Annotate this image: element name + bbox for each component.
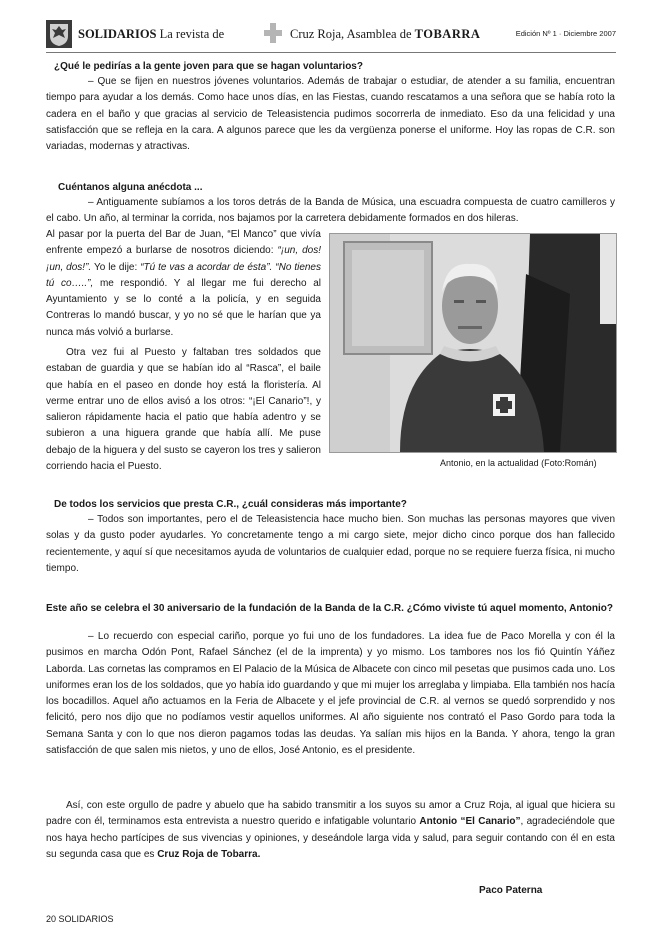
- answer-paragraph: – Que se fijen en nuestros jóvenes voluntarios. Además de trabajar o estudiar, de atender a su familia, encuentran tiempo para ayudar a los demás. Como hace unos días, en las Fiestas, cuando rescatamos a una señora que se había roto la cadera en el baño y que gracias al servicio de Teleasistencia pudimos socorrerla de inmediato. Eso da una felicidad y una satisfacción que se refleja en la cara. A algunos parece que les da vergüenza ponerse el uniforme. Hoy las ropas de C.R. son variadas, modernas y atractivas.: [46, 76, 615, 153]
- question-heading: Este año se celebra el 30 aniversario de la fundación de la Banda de la C.R. ¿Cómo viviste tú aquel momento, Antonio?: [46, 603, 613, 614]
- author-signature: Paco Paterna: [479, 885, 543, 896]
- closing-paragraph: Así, con este orgullo de padre y abuelo que ha sabido transmitir a los suyos su amor a Cruz Roja, al igual que hiciera su padre con él, terminamos esta entrevista a nuestro querido e infatigable voluntario Antonio “El Canario”, agradeciéndole que nos haya hecho partícipes de sus vivencias y opiniones, y deseándole larga vida y salud, para seguir contando con él en esta su segunda casa que es Cruz Roja de Tobarra.: [46, 800, 615, 860]
- tobarra-coat-of-arms-icon: [46, 20, 72, 48]
- page-header: [46, 20, 616, 52]
- interview-photo: [329, 233, 617, 453]
- answer-paragraph: – Todos son importantes, pero el de Teleasistencia hace mucho bien. Son muchas las personas mayores que viven solas y da gusto poder ayudarles. Yo concretamente tengo a mi cargo siete, mejor dicho cinco porque dos han fallecido recientemente, y aquí sí que necesitamos ayuda de voluntarios de cualquier edad, porque no se requiere fuerza física, ni mucho tiempo.: [46, 514, 615, 574]
- photo-caption: Antonio, en la actualidad (Foto:Román): [440, 458, 597, 468]
- answer-paragraph: – Antiguamente subíamos a los toros detrás de la Banda de Música, una escuadra compuesta de cuatro camilleros y el cabo. Un año, al terminar la corrida, nos bajamos por la carretera debidamente formados en dos hileras.: [46, 197, 615, 225]
- portrait-image: [330, 234, 616, 452]
- page-footer: 20 SOLIDARIOS: [46, 914, 114, 924]
- org-title: Cruz Roja, Asamblea de TOBARRA: [290, 27, 481, 41]
- edition-label: Edición Nº 1 · Diciembre 2007: [515, 29, 616, 38]
- answer-paragraph-column: Al pasar por la puerta del Bar de Juan, “El Manco” que vivía enfrente empezó a burlarse de nosotros diciendo: “¡un, dos! ¡un, dos!”. Yo le dije: “Tú te vas a acordar de ésta”. “No tienes tú co…..”, me respondió. Y al llegar me fui derecho al Ayuntamiento y se lo conté a la policía, y en seguida Contreras lo mandó buscar, y yo no sé que le harían que ya nunca más volvió a burlarse.: [46, 229, 322, 338]
- red-cross-icon: [264, 23, 282, 43]
- magazine-title: SOLIDARIOS La revista de: [78, 27, 225, 41]
- header-divider: [46, 52, 616, 53]
- question-heading: Cuéntanos alguna anécdota ...: [58, 182, 203, 193]
- question-heading: ¿Qué le pedirías a la gente joven para que se hagan voluntarios?: [54, 61, 363, 72]
- answer-paragraph: – Lo recuerdo con especial cariño, porque yo fui uno de los fundadores. La idea fue de Paco Morella y con él la pusimos en marcha Odón Pont, Rafael Sánchez (el de la imprenta) y yo mismo. Los tambores nos los fió Quintín Yáñez Laborda. Las cornetas las compramos en El Palacio de la Música de Albacete con cinco mil pesetas que pusimos cada uno. Los uniformes eran los de los soldados, que yo había ido guardando y que mi mujer los arreglaba y limpiaba. Ella también nos hacía los bocadillos. Aquel año actuamos en la Feria de Albacete y el jefe provincial de C.R. al vernos se quedó sorprendido y nos felicitó, pero nos dijo que no podíamos vestir aquellos uniformes. Al año siguiente nos contrató el Paso Gordo para toda la Semana Santa y con lo que nos dieron pagamos todas las deudas. Ya salían mis hijos en la Banda. Y ahora, tengo la gran satisfacción de que salen mis nietos, y uno de ellos, José Antonio, es el presidente.: [46, 631, 615, 757]
- answer-paragraph-column: Otra vez fui al Puesto y faltaban tres soldados que estaban de guardia y que se habían ido al “Rasca”, el baile que había en el paseo en donde hoy está la floristería. Al verme entrar uno de ellos avisó a los otros: “¡El Canario”!, y salieron rápidamente hacia el patio que había adentro y se subieron a una higuera grande que había allí. Me puse debajo de la higuera y del susto se cayeron los tres y salieron corriendo hacia el Puesto.: [46, 347, 321, 473]
- question-heading: De todos los servicios que presta C.R., ¿cuál consideras más importante?: [54, 499, 407, 510]
